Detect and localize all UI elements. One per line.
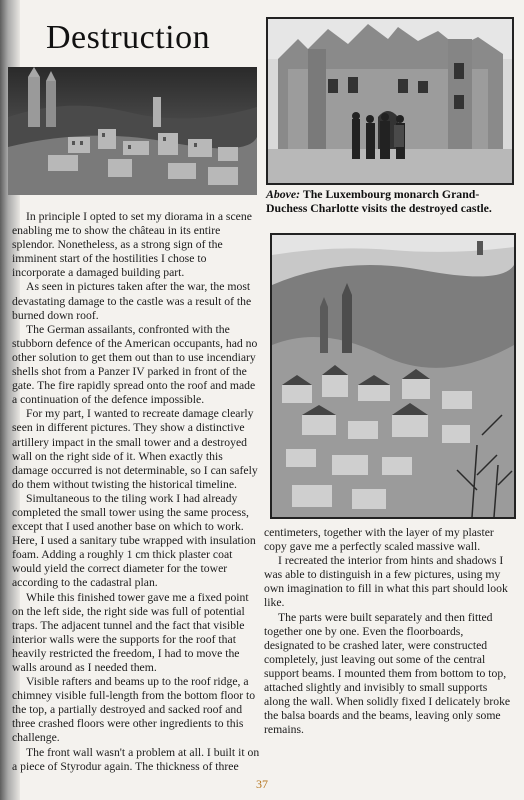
- paragraph: For my part, I wanted to recreate damage clearly seen in different pictures. They show a distinctive artillery impact in the small tower and a destroyed wall on the right side of it. When exactly this damage occurred is not determinable, so I can safely do them without twisting the historical timeline.: [12, 407, 258, 491]
- town-ruins-photo: [8, 67, 257, 195]
- paragraph: The German assailants, confronted with the stubborn defence of the American occupants, had no other solution to get them out than to use incendiary shells shot from a Panzer IV parked in front of the gate. The fire rapidly spread onto the roof and made a continuation of the defence impossible.: [12, 322, 258, 407]
- paragraph: Visible rafters and beams up to the roof ridge, a chimney visible full-length from the bottom floor to the top, a partially destroyed and sacked roof and three crashed floors were other ingredients to this challenge.: [12, 675, 256, 745]
- right-text-column: [264, 526, 514, 737]
- paragraph: Simultaneous to the tiling work I had already completed the small tower using the same process, except that I used another base on which to work. Here, I used a sanitary tube wrapped with insulation foam. Adding a roughly 1 cm thick plaster coat would yield the correct diameter for the tower according to the cadastral plan.: [12, 491, 256, 590]
- castle-ruins-photo: [266, 17, 514, 185]
- page-title: Destruction: [46, 19, 211, 56]
- paragraph: The parts were built separately and then fitted together one by one. Even the floorboards, designated to be crashed later, were constructed completely, just leaving out some of the central support beams. I mounted them from bottom to top, attached slightly and invisibly to small supports along the wall. When solidly fixed I delicately broke the balsa boards and the beams, leaving only some remains.: [264, 610, 511, 737]
- photo-caption: [266, 187, 516, 215]
- paragraph: As seen in pictures taken after the war, the most devastating damage to the castle was a result of the burned down roof.: [12, 280, 252, 322]
- paragraph: While this finished tower gave me a fixed point on the left side, the right side was full of potential traps. The adjacent tunnel and the fact that visible interior walls were the supports for the roof that heavily restricted the freedom, I had to move the walls around as I needed them.: [12, 590, 249, 674]
- caption-lead: Above:: [266, 187, 301, 201]
- page-number: 37: [256, 777, 268, 791]
- left-text-column: [12, 210, 260, 774]
- paragraph: The front wall wasn't a problem at all. I built it on a piece of Styrodur again. The thickness of three: [12, 745, 260, 773]
- paragraph: I recreated the interior from hints and shadows I was able to distinguish in a few pictures, using my own imagination to fill in what this part should look like.: [264, 554, 508, 610]
- paragraph: centimeters, together with the layer of my plaster copy gave me a perfectly scaled massive wall.: [264, 526, 494, 554]
- paragraph: In principle I opted to set my diorama in a scene enabling me to show the château in its entire splendor. Nonetheless, as a strong sign of the imminent start of the hostilities I chose to incorporate a damaged building part.: [12, 210, 252, 280]
- caption-text: The Luxembourg monarch Grand-Duchess Charlotte visits the destroyed castle.: [266, 187, 492, 215]
- valley-town-photo: [270, 233, 516, 519]
